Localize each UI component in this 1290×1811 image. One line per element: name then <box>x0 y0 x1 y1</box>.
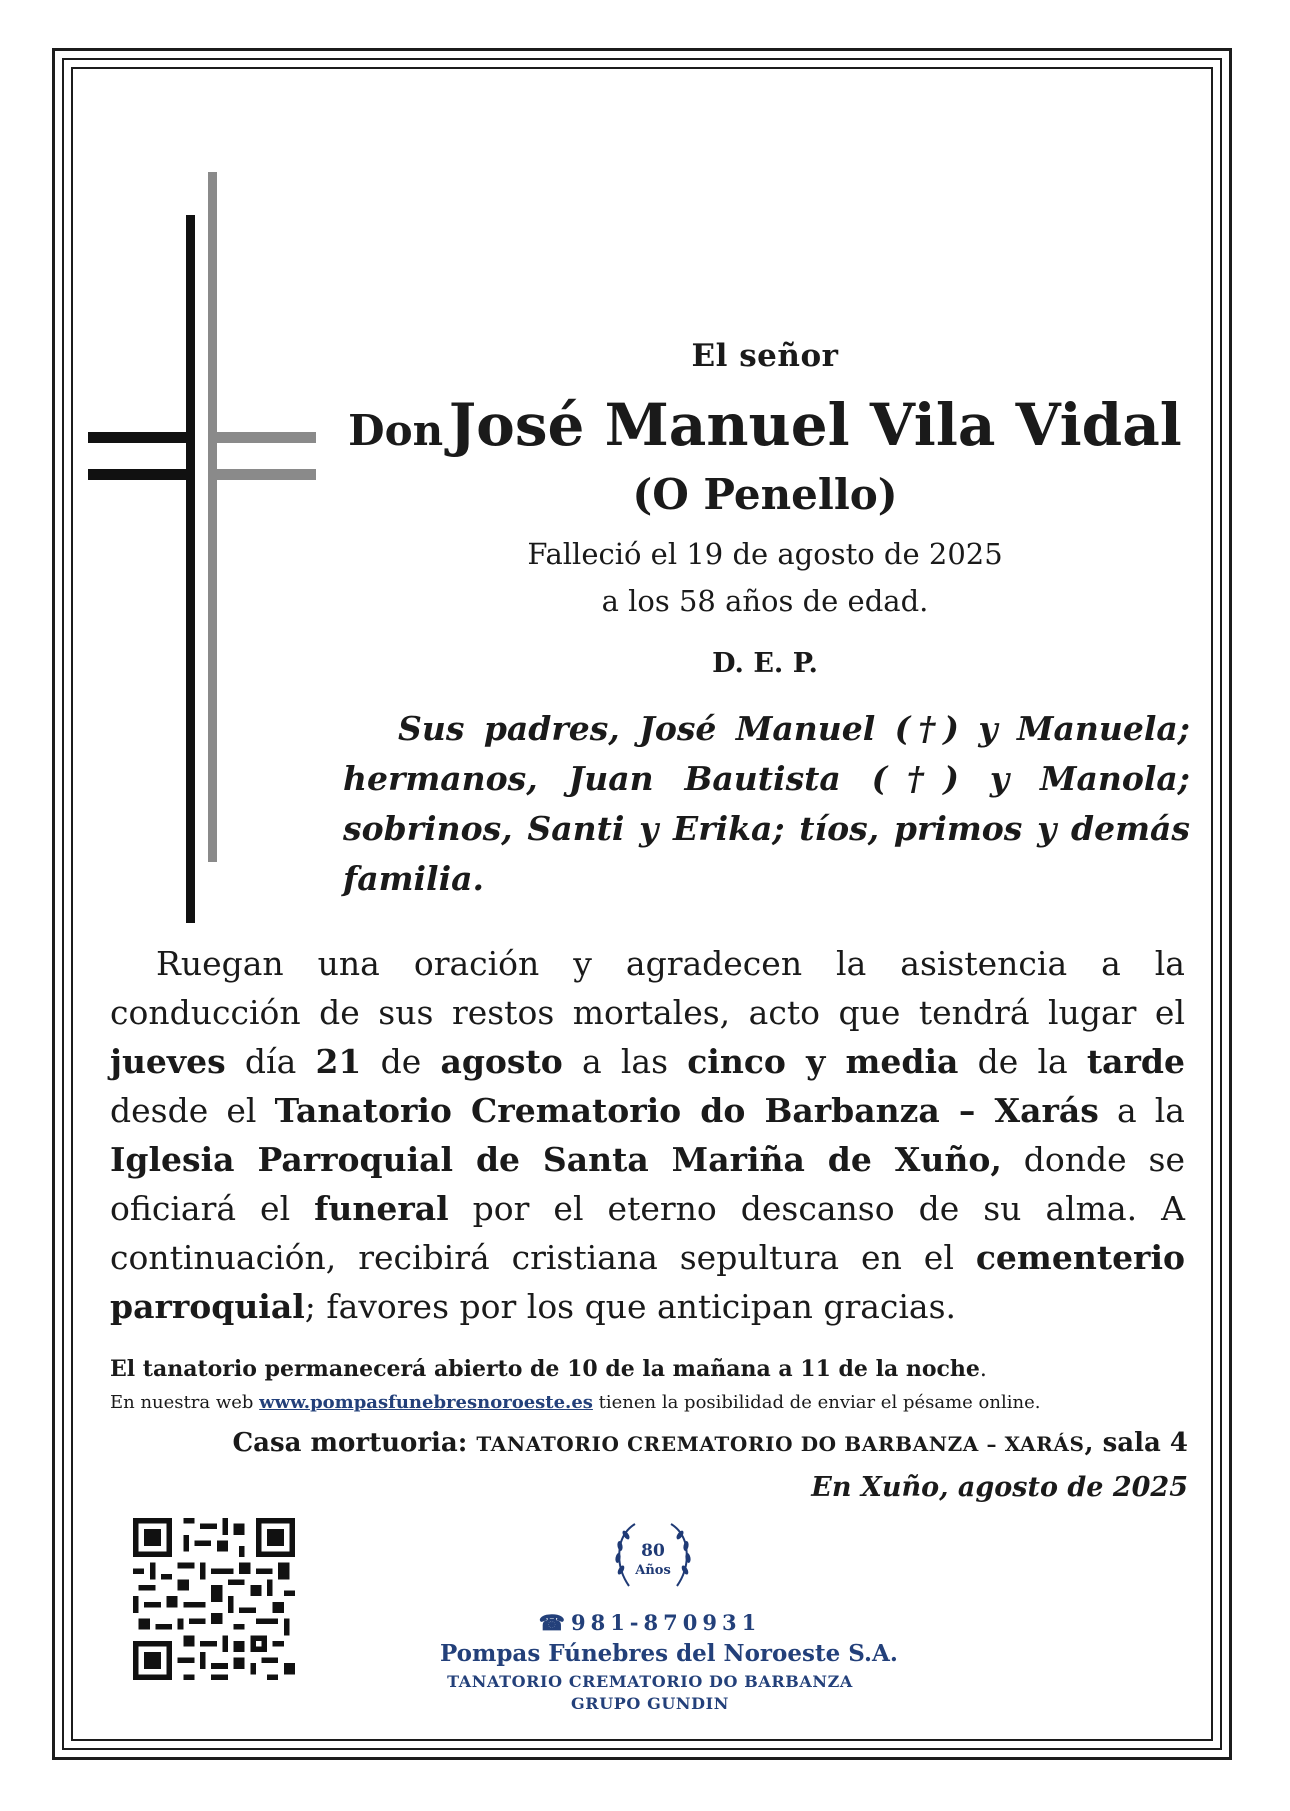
nickname: (O Penello) <box>632 470 898 519</box>
death-date: Falleció el 19 de agosto de 2025 <box>527 537 1003 571</box>
casa-label: Casa mortuoria: <box>232 1428 477 1458</box>
bold-segment: cinco y media <box>687 1042 959 1081</box>
bold-segment: cementerio parroquial <box>110 1238 1185 1326</box>
anniversary-seal-icon <box>609 1514 697 1602</box>
bold-segment: funeral <box>314 1189 449 1228</box>
honorific: Don <box>348 406 444 455</box>
text-segment: ; favores por los que anticipan gracias. <box>304 1287 957 1326</box>
qr-code-icon[interactable] <box>133 1518 295 1680</box>
text-segment: a las <box>562 1042 688 1081</box>
web-suffix: tienen la posibilidad de enviar el pésame online. <box>592 1392 1041 1413</box>
web-note <box>110 1392 1040 1413</box>
text-segment: por el eterno descanso de su alma. A continuación, recibirá cristiana sepultura en el <box>110 1189 1185 1277</box>
cross-gray-bar-bottom <box>208 469 316 480</box>
website-link[interactable]: www.pompasfunebresnoroeste.es <box>259 1392 593 1413</box>
web-prefix: En nuestra web <box>110 1392 260 1413</box>
phone-number[interactable]: 981-870931 <box>570 1610 762 1635</box>
text-segment: de <box>361 1042 441 1081</box>
cross-gray-bar-top <box>208 432 316 443</box>
bold-segment: tarde <box>1086 1042 1185 1081</box>
bold-segment: Tanatorio Crematorio do Barbanza – Xarás <box>274 1091 1099 1130</box>
seal-text: Años <box>635 1563 671 1578</box>
cross-black-bar-top <box>88 432 194 443</box>
text-segment: desde el <box>110 1091 275 1130</box>
full-name: José Manuel Vila Vidal <box>448 391 1182 459</box>
cross-black-vertical <box>186 215 195 923</box>
tanatorio-hours-note <box>110 1356 987 1382</box>
text-segment: día <box>225 1042 316 1081</box>
text-segment: de la <box>958 1042 1087 1081</box>
hours-period: . <box>979 1357 987 1382</box>
intro-text: El señor <box>691 338 839 374</box>
age-text: a los 58 años de edad. <box>601 584 929 618</box>
text-segment: a la <box>1098 1091 1185 1130</box>
dep-text: D. E. P. <box>712 648 818 679</box>
seal-number: 80 <box>641 1541 665 1561</box>
cross-gray-vertical <box>208 172 217 862</box>
bold-segment: 21 <box>315 1042 362 1081</box>
phone-line <box>440 1610 860 1635</box>
ceremony-paragraph <box>110 939 1185 1331</box>
company-group: GRUPO GUNDIN <box>571 1694 729 1713</box>
casa-venue: TANATORIO CREMATORIO DO BARBANZA – XARÁS <box>476 1432 1085 1456</box>
casa-sala: , sala 4 <box>1084 1428 1188 1458</box>
family-paragraph: Sus padres, José Manuel (†) y Manuela; hermanos, Juan Bautista (†) y Manola; sobrinos, Santi y Erika; tíos, primos y demás familia. <box>343 709 1190 898</box>
casa-mortuoria <box>232 1428 1188 1458</box>
deceased-name <box>340 390 1190 475</box>
phone-icon: ☎ <box>538 1610 565 1635</box>
text-segment: Ruegan una oración y agradecen la asistencia a la conducción de sus restos mortales, acto que tendrá lugar el <box>110 944 1185 1032</box>
bold-segment: jueves <box>110 1042 226 1081</box>
bold-segment: Iglesia Parroquial de Santa Mariña de Xuño, <box>110 1140 1002 1179</box>
cross-black-bar-bottom <box>88 469 194 480</box>
company-tanatorio: TANATORIO CREMATORIO DO BARBANZA <box>447 1672 853 1691</box>
hours-text: El tanatorio permanecerá abierto de 10 de la mañana a 11 de la noche <box>110 1356 980 1382</box>
bold-segment: agosto <box>440 1042 563 1081</box>
company-name: Pompas Fúnebres del Noroeste S.A. <box>440 1640 898 1667</box>
place-date: En Xuño, agosto de 2025 <box>811 1472 1188 1503</box>
text-segment: donde se oficiará el <box>110 1140 1186 1228</box>
